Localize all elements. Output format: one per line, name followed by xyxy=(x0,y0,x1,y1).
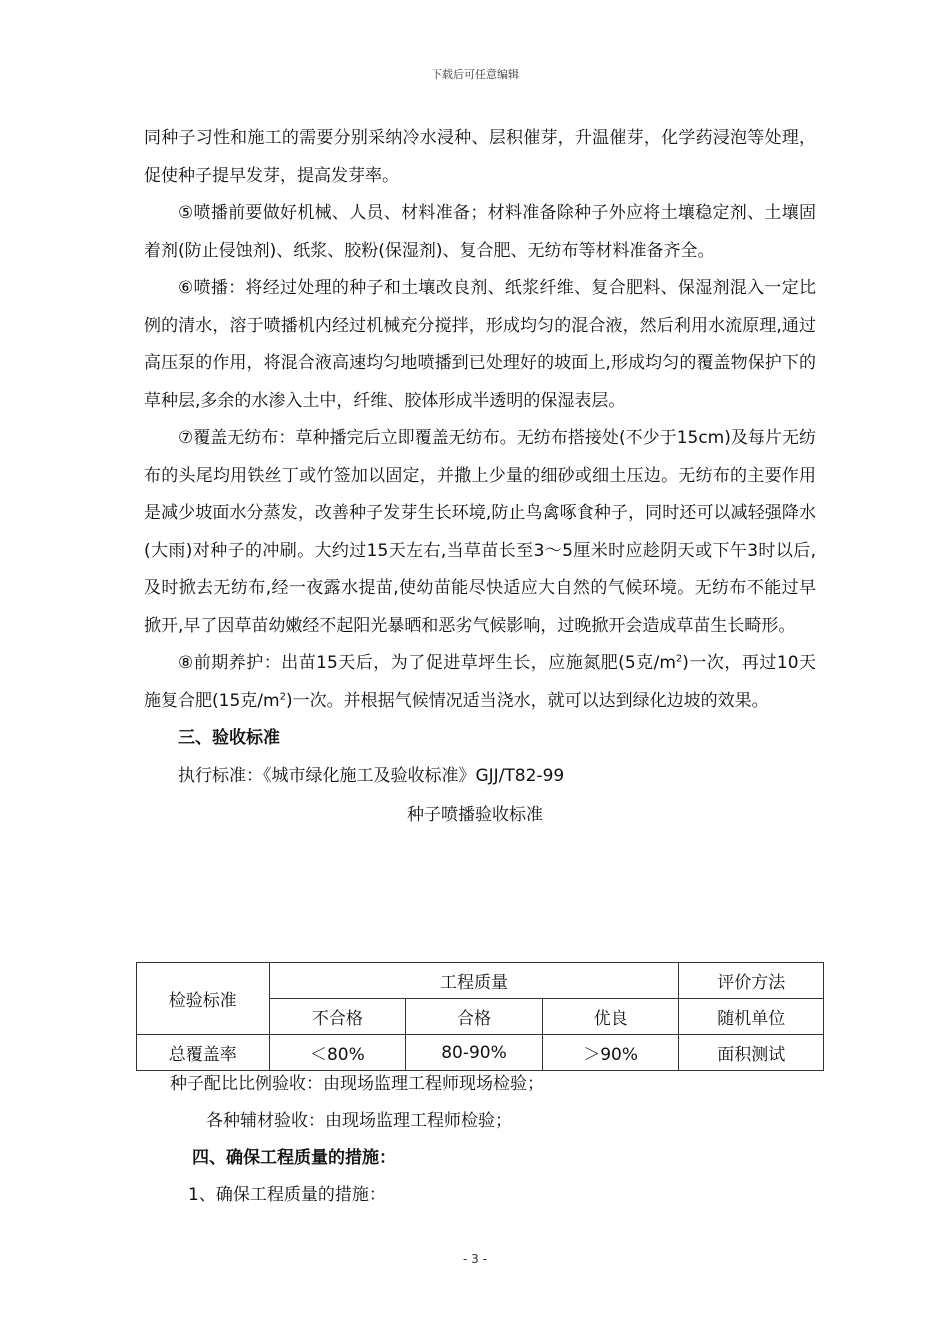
table-grade-fail: 不合格 xyxy=(269,999,406,1035)
table-cell-excellent: ＞90% xyxy=(542,1035,679,1071)
table-header-standard: 检验标准 xyxy=(137,963,270,1035)
page-header: 下载后可任意编辑 xyxy=(431,68,519,81)
superscript-2: 2 xyxy=(675,653,683,665)
section-3-title: 三、验收标准 xyxy=(178,728,280,748)
paragraph-step-5: ⑤喷播前要做好机械、人员、材料准备；材料准备除种子外应将土壤稳定剂、土壤固着剂(防止侵蚀剂)、纸浆、胶粉(保湿剂)、复合肥、无纺布等材料准备齐全。 xyxy=(144,203,816,261)
table-grade-pass: 合格 xyxy=(406,999,543,1035)
paragraph-step-6: ⑥喷播：将经过处理的种子和土壤改良剂、纸浆纤维、复合肥料、保湿剂混入一定比例的清水，溶于喷播机内经过机械充分搅拌，形成均匀的混合液，然后利用水流原理,通过高压泵的作用，将混合液高速均匀地喷播到已处理好的坡面上,形成均匀的覆盖物保护下的草种层,多余的水渗入土中，纤维、胶体形成半透明的保湿表层。 xyxy=(144,278,816,411)
paragraph-seed-treatment: 同种子习性和施工的需要分别采纳冷水浸种、层积催芽，升温催芽，化学药浸泡等处理，促使种子提早发芽，提高发芽率。 xyxy=(144,128,816,186)
table-grade-excellent: 优良 xyxy=(542,999,679,1035)
table-method-line1: 随机单位 xyxy=(679,999,824,1035)
section-4-title: 四、确保工程质量的措施： xyxy=(192,1148,396,1168)
paragraph-step-8 xyxy=(144,645,816,720)
item-1: 1、确保工程质量的措施： xyxy=(188,1185,386,1205)
step8-part-b: )一次，再过10天施复合肥(15克/m xyxy=(144,653,817,711)
acceptance-table xyxy=(136,962,824,1071)
table-header-method: 评价方法 xyxy=(679,963,824,999)
page-number: - 3 - xyxy=(463,1252,487,1266)
seed-ratio-check: 种子配比比例验收：由现场监理工程师现场检验； xyxy=(170,1074,544,1094)
materials-check: 各种辅材验收：由现场监理工程师检验； xyxy=(206,1111,512,1131)
table-row-label: 总覆盖率 xyxy=(137,1035,270,1071)
table-method-line2: 面积测试 xyxy=(679,1035,824,1071)
table-cell-pass: 80-90% xyxy=(406,1035,543,1071)
step8-part-c: )一次。并根据气候情况适当浇水，就可以达到绿化边坡的效果。 xyxy=(285,690,769,711)
table-cell-fail: ＜80% xyxy=(269,1035,406,1071)
superscript-2: 2 xyxy=(279,690,286,702)
step8-part-a: ⑧前期养护：出苗15天后，为了促进草坪生长，应施氮肥(5克/m xyxy=(178,653,676,673)
table-caption: 种子喷播验收标准 xyxy=(407,805,543,825)
standard-line: 执行标准：《城市绿化施工及验收标准》GJJ/T82-99 xyxy=(178,765,565,786)
table-header-quality: 工程质量 xyxy=(269,963,679,999)
paragraph-step-7: ⑦覆盖无纺布：草种播完后立即覆盖无纺布。无纺布搭接处(不少于15cm)及每片无纺布的头尾均用铁丝丁或竹签加以固定，并撒上少量的细砂或细土压边。无纺布的主要作用是减少坡面水分蒸发，改善种子发芽生长环境,防止鸟禽啄食种子，同时还可以减轻强降水(大雨)对种子的冲刷。大约过15天左右,当草苗长至3～5厘米时应趁阴天或下午3时以后,及时掀去无纺布,经一夜露水提苗,使幼苗能尽快适应大自然的气候环境。无纺布不能过早掀开,早了因草苗幼嫩经不起阳光暴晒和恶劣气候影响，过晚掀开会造成草苗生长畸形。 xyxy=(144,428,816,636)
body-text xyxy=(144,120,816,834)
